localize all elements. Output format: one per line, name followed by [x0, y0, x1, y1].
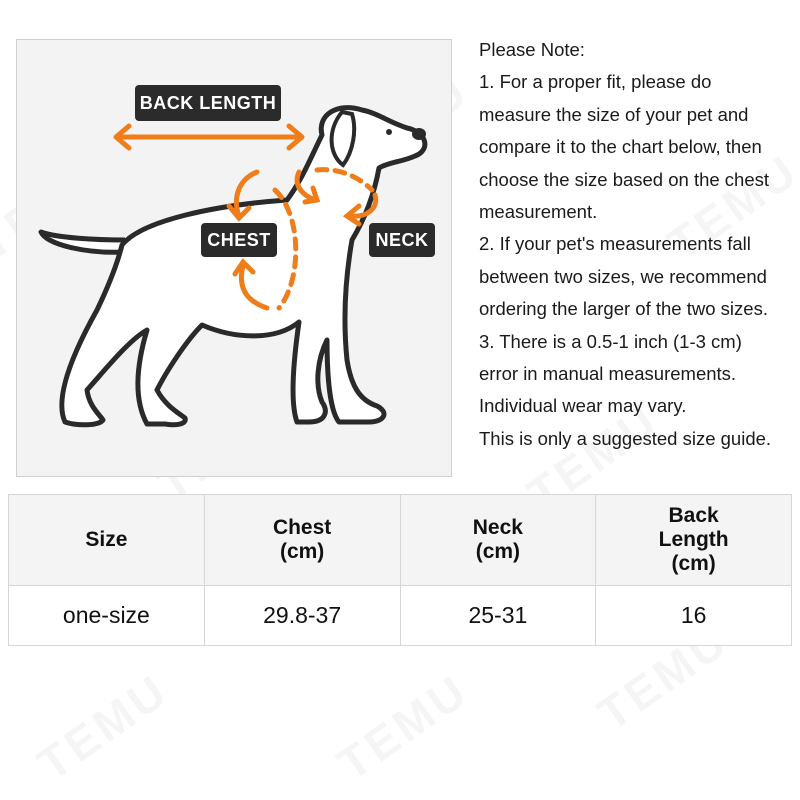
watermark-text: [28, 663, 179, 791]
dog-eye: [386, 129, 392, 135]
note-line: measure the size of your pet and: [479, 103, 749, 125]
note-line: measurement.: [479, 201, 598, 223]
header-unit: (cm): [279, 540, 325, 563]
watermark-text: [328, 663, 479, 791]
header-unit: (cm): [475, 540, 521, 563]
note-line: 1. For a proper fit, please do: [479, 71, 712, 93]
note-line: This is only a suggested size guide.: [479, 427, 772, 449]
note-line: Please Note:: [479, 39, 585, 60]
header-text: Back: [668, 504, 719, 527]
cell-size: one-size: [9, 586, 205, 646]
table-header-row: [9, 495, 792, 586]
table-row: [9, 586, 792, 646]
header-chest: [204, 495, 400, 586]
note-line: between two sizes, we recommend: [479, 265, 767, 287]
note-line: choose the size based on the chest: [479, 168, 770, 190]
dog-tail: [41, 232, 127, 252]
note-line: 3. There is a 0.5-1 inch (1-3 cm): [479, 330, 742, 352]
header-text: Neck: [472, 516, 523, 539]
note-line: Individual wear may vary.: [479, 395, 687, 417]
size-chart-table: [8, 494, 792, 646]
header-text: Length: [658, 528, 729, 551]
back-length-arrow: [116, 126, 302, 148]
cell-back-length: 16: [596, 586, 792, 646]
dog-measurement-figure: [16, 39, 452, 477]
sizing-notes: [479, 34, 799, 455]
note-line: compare it to the chart below, then: [479, 136, 762, 158]
header-neck: [400, 495, 596, 586]
cell-chest: 29.8-37: [204, 586, 400, 646]
header-unit: (cm): [671, 552, 716, 575]
note-line: ordering the larger of the two sizes.: [479, 298, 768, 320]
header-back-length: [596, 495, 792, 586]
neck-label: NECK: [369, 223, 435, 257]
header-text: Size: [85, 528, 128, 551]
dog-nose: [412, 128, 426, 140]
note-line: error in manual measurements.: [479, 363, 737, 385]
note-line: 2. If your pet's measurements fall: [479, 233, 751, 255]
header-size: [9, 495, 205, 586]
back-length-label: BACK LENGTH: [135, 85, 281, 121]
cell-neck: 25-31: [400, 586, 596, 646]
header-text: Chest: [272, 516, 332, 539]
chest-label: CHEST: [201, 223, 277, 257]
